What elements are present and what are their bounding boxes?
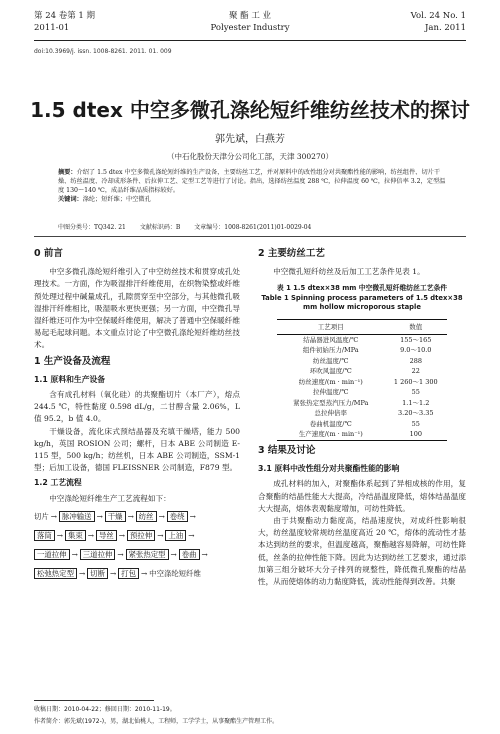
section-heading-0: 0 前言 <box>34 248 63 259</box>
abstract: 摘要：介绍了 1.5 dtex 中空多微孔涤纶短纤维的生产设备，主要纺丝工艺，并对原料中的改性组分对共聚酯性能的影响，纺丝组件、切片干燥、纺丝温度、冷却成形条件、后拉伸工艺、定型工艺等进行了讨论。指出，选择纺丝温度 288 ℃，拉伸温度 60 ℃，拉伸倍率 3.2，定型温度 130～140 ℃，成品纤维品质指标较好。 关键词：涤纶；短纤维；中空微孔 <box>58 169 446 203</box>
paragraph: 由于共聚酯动力黏度高，结晶速度快，对成纤性影响很大，纺丝温度较常规纺丝温度高近 20 ℃，熔体的流动性才基本达到纺丝的要求，但温度越高，聚酯越容易降解，可纺性降低，丝条的拉伸性能下降。因此为达到纺丝工艺要求，通过添加第三组分破坏大分子排列的规整性，降低微孔聚酯的结晶性，从而使熔体的动力黏度降低，流动性能得到改善。共聚 <box>258 515 466 586</box>
right-column <box>258 244 466 588</box>
table-header: 数值 <box>385 319 447 334</box>
affiliation: （中石化股份天津分公司化工部，天津 300270） <box>166 152 333 161</box>
paragraph: 中空微孔短纤纺丝及后加工工艺条件见表 1。 <box>273 267 425 277</box>
process-table <box>277 319 447 441</box>
table-row: 结晶器进风温度/℃ 155～165 <box>303 335 432 344</box>
flow-row: 松弛热定型 → 切断 → 打包 → 中空涤纶短纤维 <box>34 564 240 583</box>
doi: doi:10.3969/j. issn. 1008-8261. 2011. 01. 009 <box>34 48 172 55</box>
authors: 郭先斌，白燕芳 <box>215 134 285 145</box>
table-row: 总拉伸倍率 3.20～3.35 <box>314 409 434 418</box>
footnote-rule <box>34 700 154 701</box>
header-rule <box>34 40 466 41</box>
keywords: 涤纶；短纤维；中空微孔 <box>82 196 151 203</box>
process-flow <box>34 507 240 583</box>
section-heading-2: 2 主要纺丝工艺 <box>258 248 325 259</box>
paragraph: 干燥设备，流化床式预结晶器及充填干燥塔，能力 500 kg/h，英国 ROSION 公司；螺杆，日本 ABE 公司制造 E-115 型，500 kg/h；纺丝机，日本 ABE 公司制造，SSM-1 型；后加工设备，德国 FLEISSNER 公司制造，F879 型。 <box>34 426 240 473</box>
flow-row: 切片 → 脉冲输送 → 干燥 → 纺丝 → 卷绕 → <box>34 511 196 521</box>
table-row: 环吹风温度/℃ 22 <box>309 367 420 376</box>
left-column <box>34 244 240 583</box>
table-row: 拉伸温度/℃ 55 <box>313 388 420 397</box>
table-row: 卷曲机温度/℃ 55 <box>309 419 420 428</box>
subsection-heading-1-1: 1.1 原料和生产设备 <box>34 374 106 384</box>
table-row: 生产速度/(m · min⁻¹) 100 <box>277 429 447 440</box>
running-header <box>34 10 466 40</box>
header-left: 第 24 卷第 1 期 2011-01 <box>34 11 96 33</box>
paragraph: 中空多微孔涤纶短纤维引入了中空纺丝技术和贯穿成孔处理技术。一方面，作为吸湿排汗纤维使用，在织物染整或纤维预处理过程中碱量成孔，孔隙贯穿至中空部分，与其他微孔吸湿排汗纤维相比，吸湿吸水更快更强；另一方面，中空微孔导湿纤维还可作为中空保暖纤维使用，解决了普通中空保暖纤维易起毛起球问题。本文重点讨论了中空微孔涤纶短纤维纺丝技术。 <box>34 267 240 350</box>
flow-row: 一道拉伸 → 三道拉伸 → 紧张热定型 → 卷曲 → <box>34 545 240 564</box>
table-row: 纺丝温度/℃ 288 <box>313 356 422 365</box>
header-center: 聚 酯 工 业 Polyester Industry <box>210 11 290 33</box>
section-rule <box>34 236 466 237</box>
paper-title: 1.5 dtex 中空多微孔涤纶短纤维纺丝技术的探讨 <box>30 98 470 122</box>
subsection-heading-3-1: 3.1 原料中改性组分对共聚酯性能的影响 <box>258 464 400 474</box>
table-row: 纺丝速度/(m · min⁻¹) 1 260～1 300 <box>298 377 438 386</box>
table-header: 工艺项目 <box>277 319 385 334</box>
subsection-heading-1-2: 1.2 工艺流程 <box>34 478 82 488</box>
section-heading-3: 3 结果及讨论 <box>258 444 316 456</box>
header-right: Vol. 24 No. 1 Jan. 2011 <box>410 11 466 33</box>
received-date: 收稿日期：2010-04-22；修回日期：2010-11-19。 <box>34 706 176 713</box>
table-row: 紧张热定型蒸汽压力/MPa 1.1～1.2 <box>293 398 430 407</box>
paragraph: 中空涤纶短纤维生产工艺流程如下： <box>49 493 171 503</box>
classification-meta: 中图分类号：TQ342. 21 文献标识码：B 文章编号：1008-8261(2011)01-0029-04 <box>58 224 312 231</box>
author-bio: 作者简介：郭先斌(1972-)，男，湖北仙桃人，工程师，工学学士，从事聚酯生产管理工作。 <box>34 718 279 725</box>
table-row: 组件初始压力/MPa 9.0～10.0 <box>302 346 432 355</box>
table-caption: 表 1 1.5 dtex×38 mm 中空微孔短纤维纺丝工艺条件 Table 1 Spinning process parameters of 1.5 dtex×38 mm hollow microporous staple <box>261 284 463 312</box>
paragraph: 含有成孔材料（氧化硅）的共聚酯切片（本厂产），熔点 244.5 ℃，特性黏度 0.598 dL/g，二甘醇含量 2.06%，L 值 95.2，b 值 4.0。 <box>34 390 240 424</box>
paragraph: 成孔材料的加入，对聚酯体系起到了异相成核的作用，复合聚酯的结晶性能大大提高，冷结晶温度降低，熔体结晶温度大大提高，熔体表观黏度增加，可纺性降低。 <box>258 479 466 513</box>
section-heading-1: 1 生产设备及流程 <box>34 355 111 367</box>
flow-row: 落筒 → 集束 → 导丝 → 预拉伸 → 上油 → <box>34 526 240 545</box>
